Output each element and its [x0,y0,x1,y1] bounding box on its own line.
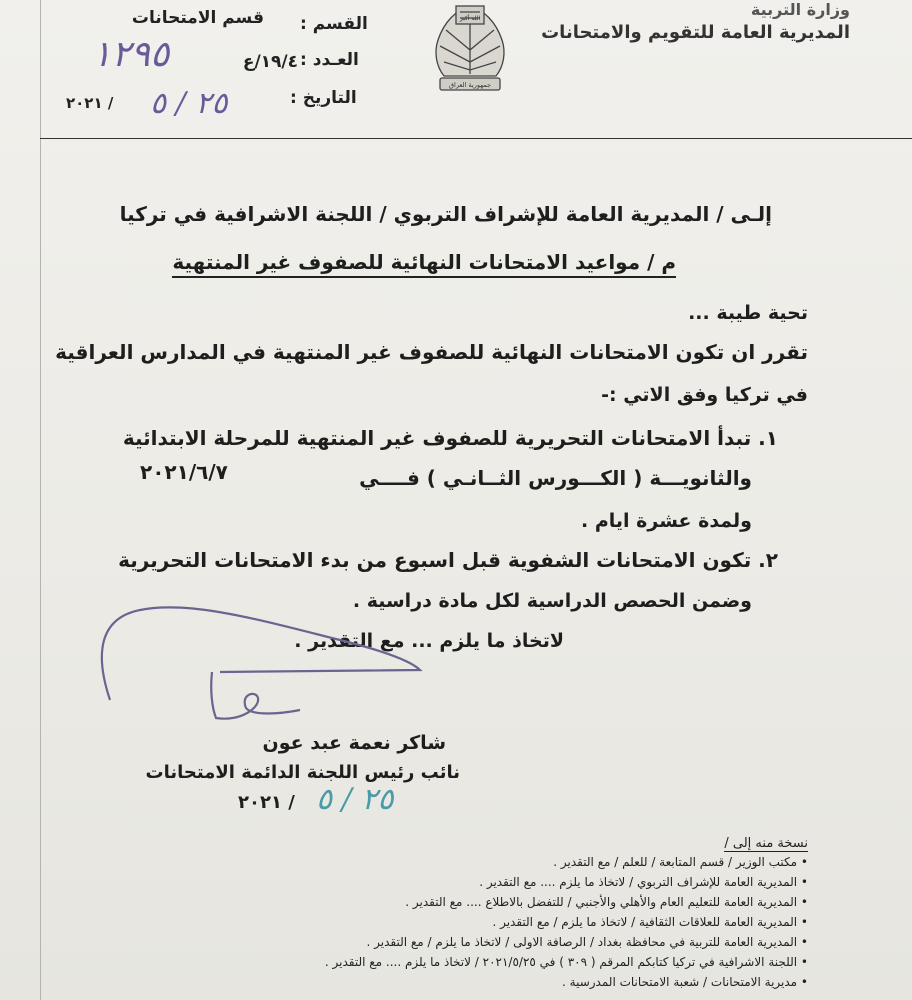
number-value: ١٩/٤/ع [242,52,298,72]
header-divider [40,138,912,139]
distribution-heading: نسخة منه إلى / [724,836,808,851]
distribution-item: • مديرية الامتحانات / شعبة الامتحانات المدرسية . [562,975,808,989]
signature-date-printed: ٢٠٢١ / [238,792,295,813]
page-edge-line [40,0,41,1000]
closing-line: لاتخاذ ما يلزم ... مع التقدير . [294,630,564,652]
item-2-line-2: وضمن الحصص الدراسية لكل مادة دراسية . [352,590,752,612]
letter-recipient: إلـى / المديرية العامة للإشراف التربوي / اللجنة الاشرافية في تركيا [119,202,772,226]
org-line-2: المديرية العامة للتقويم والامتحانات [541,22,850,43]
distribution-items [325,855,808,989]
item-1-line-1: ١. تبدأ الامتحانات التحريرية للصفوف غير المنتهية للمرحلة الابتدائية [122,426,778,450]
greeting: تحية طيبة ... [688,302,808,324]
iraq-eagle-emblem-icon [416,0,524,96]
signature-date-handwritten: ٢٥ / ٥ [316,782,394,817]
number-handwritten: ١٢٩٥ [92,34,170,75]
distribution-item: • المديرية العامة للإشراف التربوي / لاتخاذ ما يلزم .... مع التقدير . [479,875,808,889]
distribution-item: • المديرية العامة للتربية في محافظة بغداد / الرصافة الاولى / لاتخاذ ما يلزم / مع التقدير . [366,935,808,949]
date-handwritten: ٢٥ / ٥ [150,86,228,121]
distribution-item: • مكتب الوزير / قسم المتابعة / للعلم / مع التقدير . [553,855,808,869]
date-label: التاريخ : [290,88,357,108]
intro-line-1: تقرر ان تكون الامتحانات النهائية للصفوف غير المنتهية في المدارس العراقية [55,340,808,364]
item-1-line-3: ولمدة عشرة ايام . [581,510,752,532]
emblem-text-top: الله أكبر [459,15,481,22]
item-1-line-2: والثانويـــة ( الكـــورس الثــانـي ) فــــي [359,466,752,490]
distribution-item: • اللجنة الاشرافية في تركيا كتابكم المرقم ( ٣٠٩ ) في ٢٠٢١/٥/٢٥ / لاتخاذ ما يلزم .... مع التقدير . [324,955,808,969]
distribution-list [325,836,808,995]
letter-subject: م / مواعيد الامتحانات النهائية للصفوف غير المنتهية [172,250,676,278]
emblem-text-bottom: جمهورية العراق [449,81,491,89]
handwritten-signature-icon [80,590,520,730]
signatory-name: شاكر نعمة عبد عون [262,732,446,754]
dept-label: القسم : [300,14,368,34]
dept-value: قسم الامتحانات [131,8,264,28]
distribution-item: • المديرية العامة للتعليم العام والأهلي والأجنبي / للتفضل بالاطلاع .... مع التقدير . [405,895,808,909]
date-value: ٢٠٢١ / [66,94,114,112]
number-label: العـدد : [300,50,359,70]
distribution-item: • المديرية العامة للعلاقات الثقافية / لاتخاذ ما يلزم / مع التقدير . [492,915,808,929]
signatory-title: نائب رئيس اللجنة الدائمة الامتحانات [145,762,460,783]
exam-start-date: ٢٠٢١/٦/٧ [140,460,228,484]
item-2-line-1: ٢. تكون الامتحانات الشفوية قبل اسبوع من بدء الامتحانات التحريرية [118,548,778,572]
org-line-1: وزارة التربية [750,0,850,19]
intro-line-2: في تركيا وفق الاتي :- [601,384,808,406]
